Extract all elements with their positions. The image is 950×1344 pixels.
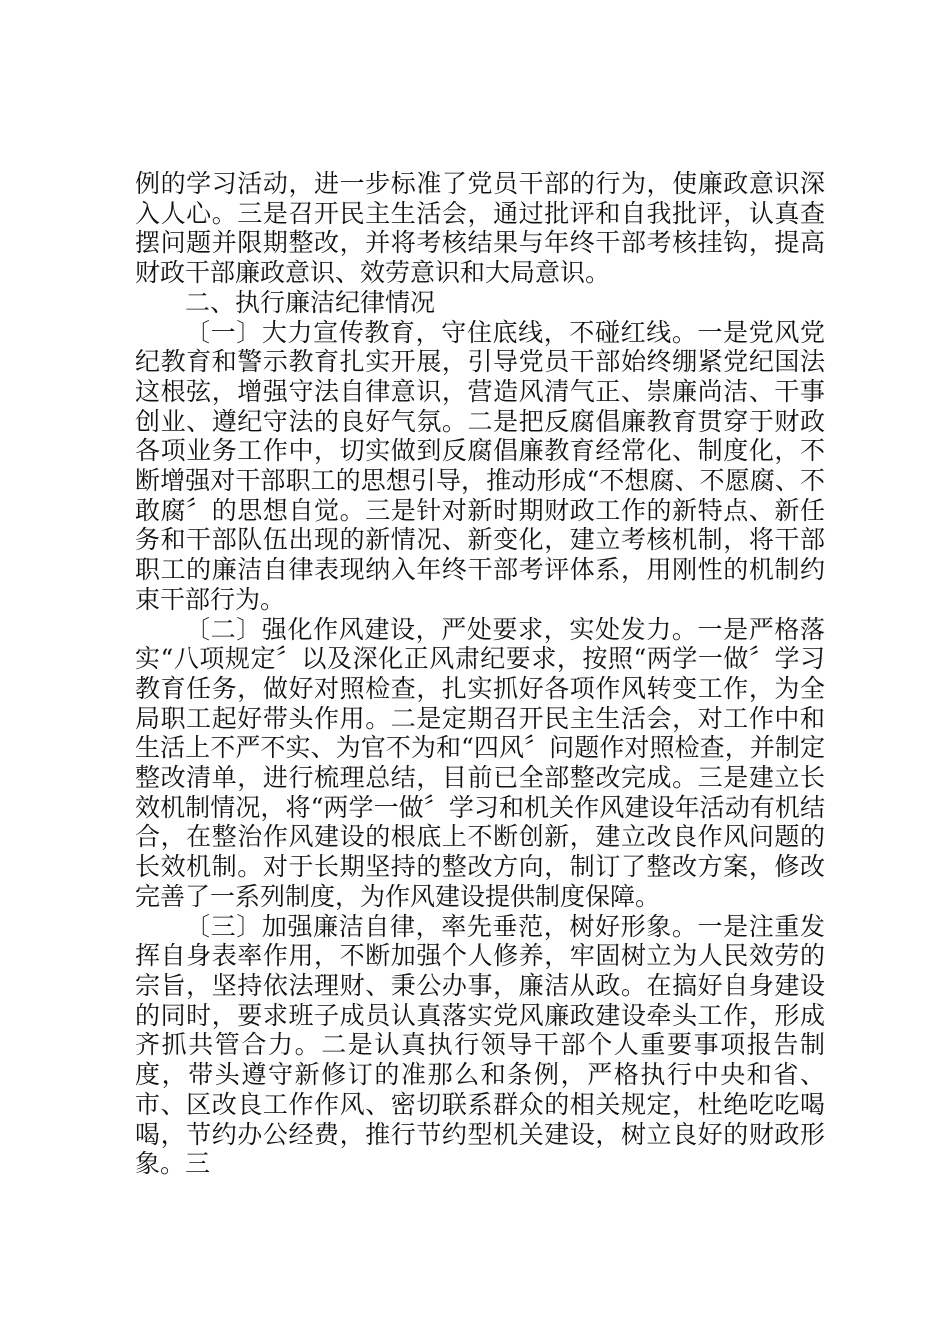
document-body bbox=[135, 169, 825, 1179]
paragraph-section-2: 〔二〕强化作风建设，严处要求，实处发力。一是严格落实“八项规定〞以及深化正风肃纪要求，按照“两学一做〞学习教育任务，做好对照检查，扎实抓好各项作风转变工作，为全局职工起好带头作用。二是定期召开民主生活会，对工作中和生活上不严不实、为官不为和“四风〞问题作对照检查，并制定整改清单，进行梳理总结，目前已全部整改完成。三是建立长效机制情况，将“两学一做〞学习和机关作风建设年活动有机结合，在整治作风建设的根底上不断创新，建立改良作风问题的长效机制。对于长期坚持的整改方向，制订了整改方案，修改完善了一系列制度，为作风建设提供制度保障。 bbox=[135, 614, 825, 911]
section-heading: 二、执行廉洁纪律情况 bbox=[185, 287, 436, 317]
paragraph-continued: 例的学习活动，进一步标准了党员干部的行为，使廉政意识深入人心。三是召开民主生活会，通过批评和自我批评，认真查摆问题并限期整改，并将考核结果与年终干部考核挂钩，提高财政干部廉政意识、效劳意识和大局意识。 bbox=[135, 169, 825, 288]
paragraph-section-1: 〔一〕大力宣传教育，守住底线，不碰红线。一是党风党纪教育和警示教育扎实开展，引导党员干部始终绷紧党纪国法这根弦，增强守法自律意识，营造风清气正、崇廉尚洁、干事创业、遵纪守法的良好气氛。二是把反腐倡廉教育贯穿于财政各项业务工作中，切实做到反腐倡廉教育经常化、制度化，不断增强对干部职工的思想引导，推动形成“不想腐、不愿腐、不敢腐〞的思想自觉。三是针对新时期财政工作的新特点、新任务和干部队伍出现的新情况、新变化，建立考核机制，将干部职工的廉洁自律表现纳入年终干部考评体系，用刚性的机制约束干部行为。 bbox=[135, 317, 825, 614]
paragraph-section-3: 〔三〕加强廉洁自律，率先垂范，树好形象。一是注重发挥自身表率作用，不断加强个人修养，牢固树立为人民效劳的宗旨，坚持依法理财、秉公办事，廉洁从政。在搞好自身建设的同时，要求班子成员认真落实党风廉政建设牵头工作，形成齐抓共管合力。二是认真执行领导干部个人重要事项报告制度，带头遵守新修订的准那么和条例，严格执行中央和省、市、区改良工作作风、密切联系群众的相关规定，杜绝吃吃喝喝，节约办公经费，推行节约型机关建设，树立良好的财政形象。三 bbox=[135, 911, 825, 1179]
